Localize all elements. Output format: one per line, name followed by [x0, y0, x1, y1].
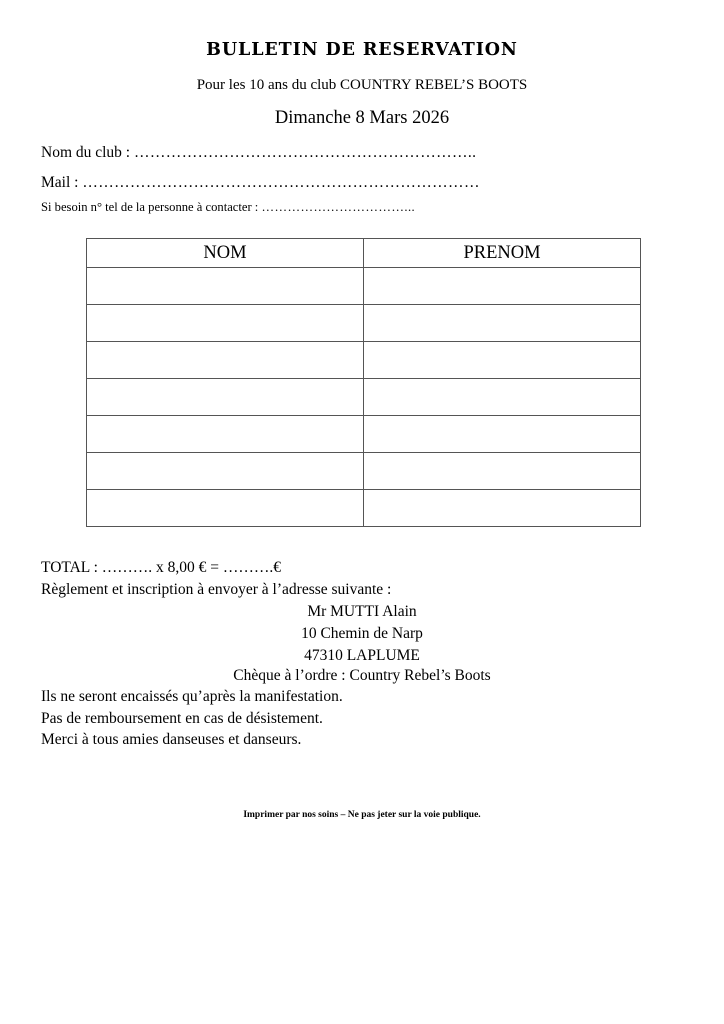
cell-prenom[interactable]	[364, 268, 641, 305]
column-header-nom: NOM	[87, 239, 364, 268]
table-row	[87, 268, 641, 305]
cell-nom[interactable]	[87, 416, 364, 453]
note-cashing: Ils ne seront encaissés qu’après la manifestation.	[41, 688, 343, 705]
address-name: Mr MUTTI Alain	[307, 603, 417, 620]
cell-nom[interactable]	[87, 342, 364, 379]
cheque-order-line: Chèque à l’ordre : Country Rebel’s Boots	[233, 667, 491, 684]
page-title: BULLETIN DE RESERVATION	[206, 40, 518, 60]
total-line[interactable]: TOTAL : ………. x 8,00 € = ……….€	[41, 559, 281, 576]
field-phone-leader[interactable]: ……………………………...	[261, 200, 416, 214]
payment-instruction: Règlement et inscription à envoyer à l’adresse suivante :	[41, 581, 392, 598]
table-row	[87, 305, 641, 342]
participants-table	[86, 238, 641, 527]
cell-nom[interactable]	[87, 305, 364, 342]
field-mail	[41, 174, 480, 192]
field-club-leader[interactable]: ………………………………………………………..	[134, 144, 477, 161]
column-header-prenom: PRENOM	[364, 239, 641, 268]
field-phone-label: Si besoin n° tel de la personne à contacter :	[41, 200, 259, 214]
cell-nom[interactable]	[87, 268, 364, 305]
document-subtitle: Pour les 10 ans du club COUNTRY REBEL’S BOOTS	[196, 77, 528, 93]
cell-nom[interactable]	[87, 490, 364, 527]
address-street: 10 Chemin de Narp	[301, 625, 423, 642]
field-club-name	[41, 144, 476, 162]
note-thanks: Merci à tous amies danseuses et danseurs.	[41, 731, 302, 748]
cell-nom[interactable]	[87, 453, 364, 490]
table-row	[87, 379, 641, 416]
field-club-label: Nom du club :	[41, 144, 131, 161]
address-city: 47310 LAPLUME	[304, 647, 420, 664]
field-phone	[41, 200, 415, 215]
field-mail-leader[interactable]: …………………………………………………………………	[82, 174, 480, 191]
table-header	[87, 239, 641, 268]
cell-nom[interactable]	[87, 379, 364, 416]
cell-prenom[interactable]	[364, 342, 641, 379]
table-body	[87, 268, 641, 527]
cell-prenom[interactable]	[364, 490, 641, 527]
table-row	[87, 416, 641, 453]
note-refund: Pas de remboursement en cas de désistement.	[41, 710, 323, 727]
cell-prenom[interactable]	[364, 416, 641, 453]
footer-print-note: Imprimer par nos soins – Ne pas jeter sur la voie publique.	[243, 810, 481, 820]
cell-prenom[interactable]	[364, 379, 641, 416]
table-row	[87, 342, 641, 379]
table-row	[87, 490, 641, 527]
field-mail-label: Mail :	[41, 174, 79, 191]
cell-prenom[interactable]	[364, 305, 641, 342]
event-date: Dimanche 8 Mars 2026	[274, 108, 450, 128]
cell-prenom[interactable]	[364, 453, 641, 490]
table-header-row	[87, 239, 641, 268]
table-row	[87, 453, 641, 490]
